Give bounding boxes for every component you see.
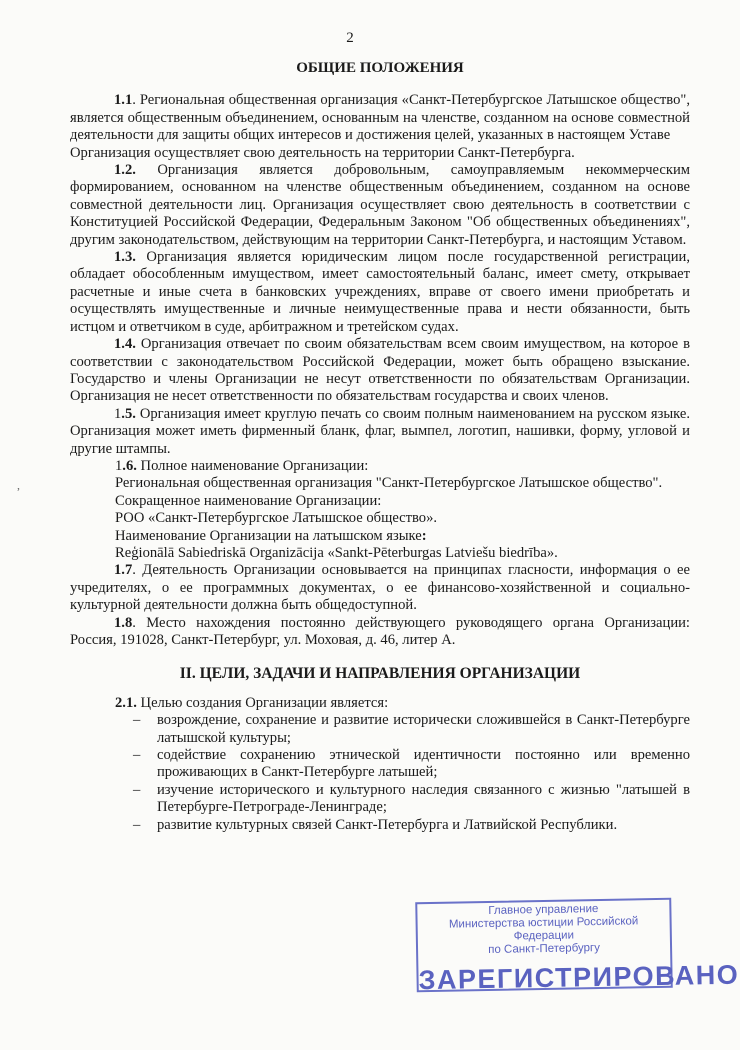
goal-text: содействие сохранению этнической идентичности постоянно или временно проживающих в Санкт-Петербурге латышей; [157,747,690,781]
registration-stamp [415,898,740,996]
clause-number: 2.1. [115,694,137,711]
clause-number: 1.3. [114,249,136,266]
clause-text: . Место нахождения постоянно действующего руководящего органа Организации: Россия, 191028, Санкт-Петербург, ул. Моховая, д. 46, литер А. [70,614,690,648]
clause-text: Целью создания Организации является: [136,694,389,711]
latvian-label-colon: : [421,527,427,544]
clause-number: 1.4. [114,336,136,353]
short-name-label: Сокращенное наименование Организации: [115,492,382,509]
clause-1-7 [70,562,690,614]
clause-number-prefix: 1 [115,457,123,474]
margin-mark: , [17,478,20,492]
full-name: Региональная общественная организация "Санкт-Петербургское Латышское общество". [115,475,663,492]
dash-marker: – [133,712,141,729]
clause-text: Организация отвечает по своим обязательствам всем своим имуществом, на которое в соответствии с законодательством Российской Федерации, может быть обращено взыскание. Государство и члены Организации не несут ответственности по обязательствам Организации. Организация не несет ответственности по обязательствам государства и своих членов. [70,336,690,405]
goal-item [70,747,690,782]
clause-1-4 [70,336,690,406]
dash-marker: – [133,781,141,798]
dash-marker: – [133,747,141,764]
goal-text: изучение исторического и культурного наследия связанного с жизнью "латышей в Петербурге-Петрограде-Ленинграде; [157,781,690,816]
clause-number: .5. [121,405,136,422]
clause-1-1-territory: Организация осуществляет свою деятельность на территории Санкт-Петербурга. [70,144,575,161]
clause-number-prefix: 1 [114,405,122,422]
stamp-registered-text: ЗАРЕГИСТРИРОВАНО [418,959,740,996]
clause-number: 1.7 [114,562,133,579]
page-number: 2 [346,30,354,46]
clause-text: Организация имеет круглую печать со своим полным наименованием на русском языке. Организация может иметь фирменный бланк, флаг, вымпел, логотип, нашивки, форму, угловой и другие штампы. [70,405,690,457]
clause-text: Организация является добровольным, самоуправляемым некоммерческим формированием, основанном на членстве общественным объединением, созданном на основе совместной деятельности лиц. Организация осуществляет свою деятельность в соответствии с Конституцией Российской Федерации, Федеральным Законом "Об общественных объединениях", другим законодательством, действующим на территории Санкт-Петербурга, и настоящим Уставом. [70,162,690,248]
clause-text: . Деятельность Организации основывается на принципах гласности, информация о ее учредителях, о ее программных документах, о ее финансово-хозяйственной и социально-культурной деятельности должна быть общедоступной. [70,562,690,614]
latvian-label-text: Наименование Организации на латышском языке [115,527,422,544]
short-name: РОО «Санкт-Петербургское Латышское общество». [115,510,438,527]
clause-2-1 [70,695,690,712]
latvian-name-label [70,528,690,545]
goal-text: развитие культурных связей Санкт-Петербурга и Латвийской Республики. [157,816,618,833]
clause-1-3 [70,249,690,336]
clause-1-1 [70,92,690,144]
clause-number: 1.2. [114,162,136,179]
clause-number: .6. [122,457,137,474]
dash-marker: – [133,816,141,833]
clause-1-2 [70,162,690,249]
document-body [70,60,690,834]
section-1-title: ОБЩИЕ ПОЛОЖЕНИЯ [296,60,464,76]
clause-text: Полное наименование Организации: [136,457,369,474]
clause-1-8 [70,615,690,650]
goal-item [70,817,690,834]
goal-item [70,782,690,817]
clause-number: 1.8 [114,614,133,631]
section-2-title: II. ЦЕЛИ, ЗАДАЧИ И НАПРАВЛЕНИЯ ОРГАНИЗАЦИИ [179,665,581,683]
goal-text: возрождение, сохранение и развитие исторически сложившейся в Санкт-Петербурге латышской культуры; [157,712,690,746]
stamp-line-1: Главное управление [488,903,599,917]
stamp-line-3: по Санкт-Петербургу [488,942,601,956]
goal-item [70,712,690,747]
clause-1-5 [70,406,690,458]
clause-1-6 [70,458,690,475]
stamp-line-2: Министерства юстиции Российской Федерации [448,915,639,943]
latvian-name: Reģionālā Sabiedriskā Organizācija «Sankt-Pēterburgas Latviešu biedrība». [115,544,558,561]
clause-number: 1.1 [114,92,133,109]
clause-text: . Региональная общественная организация «Санкт-Петербургское Латышское общество", является общественным объединением, основанным на членстве, созданном на основе совместной деятельности для защиты общих интересов и достижения целей, указанных в настоящем Уставе [70,92,690,144]
clause-text: Организация является юридическим лицом после государственной регистрации, обладает обособленным имуществом, имеет самостоятельный баланс, имеет смету, открывает расчетные и иные счета в банковских учреждениях, вправе от своего имени приобретать и осуществлять имущественные и личные неимущественные права и нести обязанности, быть истцом и ответчиком в суде, арбитражном и третейском судах. [70,249,690,335]
